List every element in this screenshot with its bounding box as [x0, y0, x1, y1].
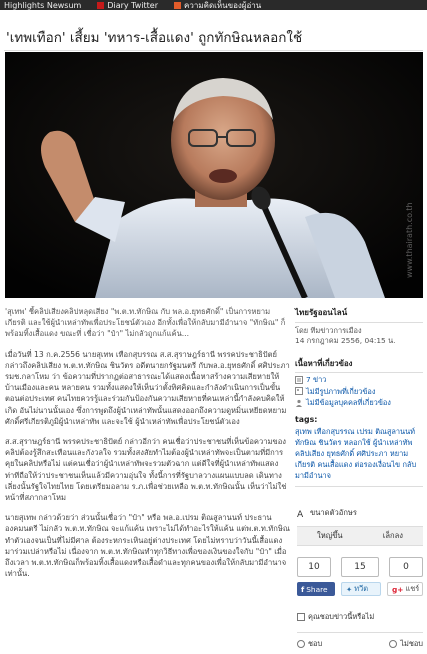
googleplus-share-button[interactable]: g+ แชร์ [387, 582, 423, 596]
googleplus-count: 0 [389, 557, 423, 577]
article-paragraph: ส.ส.สุราษฎร์ธานี พรรคประชาธิปัตย์ กล่าวอีกว่า คนเชื่อว่าประชาชนที่เห็นข้อความของคลิปต้องรู้สึกสะเทือนและกังวลใจ รวมทั้งสงสัยทำไมต้องผู้นำเหล่าทัพจะเป็นตามที่มีการคุยในคลิปหรือไม่ แต่คนเชื่อว่าผู้นำเหล่าทัพจะรวมตัวฉาก แต่ดีใจที่ผู้นำเหล่าทัพแสดงท่าทีถือให้ว่าประชาชนเห็นแล้วมีความอุ่นใจ ทั้งนี้การที่รัฐบาลวางแผนแบบลด เดินทางเลี่ยงนั้นรัฐใจไทยไทย โดยเตรียมอลาม ร.ภ.เพื่อช่วยเหลือ พ.ต.ท.ทักษิณนั้น เห็นว่าไม่ใช่หน้าที่สภากลาโหม [5, 437, 287, 503]
photo-watermark: www.thairath.co.th [405, 202, 414, 278]
googleplus-icon: g+ [392, 584, 404, 594]
facebook-count: 10 [297, 557, 331, 577]
tag-list[interactable]: สุเทพ เทือกสุบรรณ เปรม ติณสูลานนท์ ทักษิณ ชินวัตร หลอกใช้ ผู้นำเหล่าทัพ คลิปเสียง ยุทธศักดิ์ ศศิประภา หยามเกียรติ คนเสื้อแดง ต่อรองเงื่อนไข กลับมามีอำนาจ [295, 426, 417, 480]
article-title: 'เทพเทือก' เสี้ยม 'ทหาร-เสื้อแดง' ถูกทักษิณหลอกใช้ [6, 30, 303, 46]
image-icon [295, 387, 303, 395]
outlet-name: ไทยรัฐออนไลน์ [295, 306, 423, 323]
share-counts [297, 557, 423, 577]
facebook-icon: f [301, 584, 305, 594]
rss-icon [174, 2, 181, 9]
radio-icon [389, 640, 397, 648]
share-buttons [297, 582, 423, 596]
person-icon [295, 399, 303, 407]
radio-icon [297, 640, 305, 648]
publish-date: 14 กรกฎาคม 2556, 04:15 น. [295, 336, 396, 345]
font-larger-button[interactable]: ใหญ่ขึ้น [317, 531, 343, 540]
article-sidebar [295, 306, 423, 487]
top-nav-item-comments[interactable]: ความคิดเห็นของผู้อ่าน [170, 0, 261, 10]
byline [295, 326, 423, 346]
poll-checkbox-icon [297, 613, 305, 621]
news-icon [295, 376, 303, 384]
tags-heading: tags: [295, 414, 318, 424]
speaker-photo-illustration [5, 52, 423, 298]
article-paragraph: นายสุเทพ กล่าวด้วยว่า ส่วนนั้นเชื่อว่า "ป๋า" หรือ พล.อ.เปรม ติณสูลานนท์ ประธานองคมนตรี ไม่กลัว พ.ต.ท.ทักษิณ จะแก้แค้น เพราะไม่ได้ทำอะไรให้แค้น แต่พ.ต.ท.ทักษิณทำตัวเองจนเป็นที่ไม่มีศาล ต้องระหกระเหินอยู่ต่างประเทศ โดยไม่ทราบว่าวันนี้เสื้อแดงมาร่วมเปล่าหรือไม่ เนื่องจาก พ.ต.ท.ทักษิณทำทุกวิธีทางเพื่อของเงินของใจกับ "ป๋า" เมื่อถึงเวลา พ.ต.ท.ทักษิณก็พร้อมทิ้งเสื้อแดงหรือเสื้อดำและทุกคนของเพื่อให้กลับมามีอำนาจเท่านั้น. [5, 513, 290, 579]
sidebar-divider [295, 486, 423, 487]
author: โดย ทีมข่าวการเมือง [295, 326, 362, 335]
related-news-link[interactable]: 7 ข่าว [295, 375, 423, 385]
tweet-button[interactable]: ✦ ทวีต [341, 582, 381, 596]
top-navigation-strip [0, 0, 427, 10]
top-nav-item-highlights[interactable]: Highlights Newsum [4, 0, 82, 10]
poll-question: คุณชอบข่าวนี้หรือไม่ [297, 611, 423, 623]
font-size-icon [297, 508, 307, 518]
related-heading: เนื้อหาที่เกี่ยวข้อง [295, 358, 423, 373]
article-lead: 'สุเทพ' ชี้คลิปเสียงคลิปหลุดเสียง "พ.ต.ท.ทักษิณ กับ พล.อ.ยุทธศักดิ์" เป็นการหยามเกียรติ และใช้ผู้นำเหล่าทัพเพื่อประโยชน์ตัวเอง อีกทั้งเพื่อให้กลับมามีอำนาจ "ทักษิณ" ก็พร้อมทิ้งเสื้อแดง ขณะที่ เชื่อว่า "ป๋า" ไม่กลัวถูกแก้แค้น... [5, 307, 286, 339]
article-body [5, 306, 290, 588]
related-people-link[interactable]: ไม่มีข้อมูลบุคคลที่เกี่ยวข้อง [295, 398, 423, 408]
twitter-count: 15 [341, 557, 379, 577]
twitter-bird-icon: ✦ [346, 584, 353, 594]
facebook-share-button[interactable]: f Share [297, 582, 335, 596]
twitter-icon [97, 2, 104, 9]
font-size-label: A ขนาดตัวอักษร [297, 508, 358, 518]
font-size-controls [297, 526, 423, 546]
svg-text:A: A [297, 510, 304, 518]
poll-option-like[interactable]: ชอบ [297, 638, 322, 650]
article-paragraph: เมื่อวันที่ 13 ก.ค.2556 นายสุเทพ เทือกสุบรรณ ส.ส.สุราษฎร์ธานี พรรคประชาธิปัตย์ กล่าวถึงคลิปเสียง พ.ต.ท.ทักษิณ ชินวัตร อดีตนายกรัฐมนตรี กับพล.อ.ยุทธศักดิ์ ศศิประภา รมช.กลาโหม ว่า ข้อความที่ปรากฏต่อสาธารณะได้แสดงเนื้อหาสร้างความเสียหายให้บ้านเมืองและคน หลายคน รวมทั้งแสดงให้เห็นว่าตั้งทิศคิดและกำลังดำเนินการเป็นขั้นตอนต่อประเทศ คนไทยควรรู้และร่วมกันป้องกันความเสียหายที่คนเหล่านี้กำลังคบคิดให้เกิด อันไม่นานนั้นเอง ซึ่งการพูดถึงผู้นำเหล่าทัพนั้นแสดงออกถึงความดูหมิ่นเหยียดหยามศักดิ์ศรีเกียรติภูมิผู้นำเหล่าทัพ และจะใช้ ผู้นำเหล่าทัพเพื่อประโยชน์ตัวเอง [5, 349, 290, 426]
title-divider [4, 50, 423, 51]
font-smaller-button[interactable]: เล็กลง [382, 531, 403, 540]
article-photo [5, 52, 423, 298]
poll-option-dislike[interactable]: ไม่ชอบ [389, 638, 423, 650]
related-images-link[interactable]: ไม่มีรูปภาพที่เกี่ยวข้อง [295, 387, 423, 397]
top-nav-item-twitter[interactable]: Diary Twitter [93, 1, 158, 10]
like-poll [297, 611, 423, 650]
